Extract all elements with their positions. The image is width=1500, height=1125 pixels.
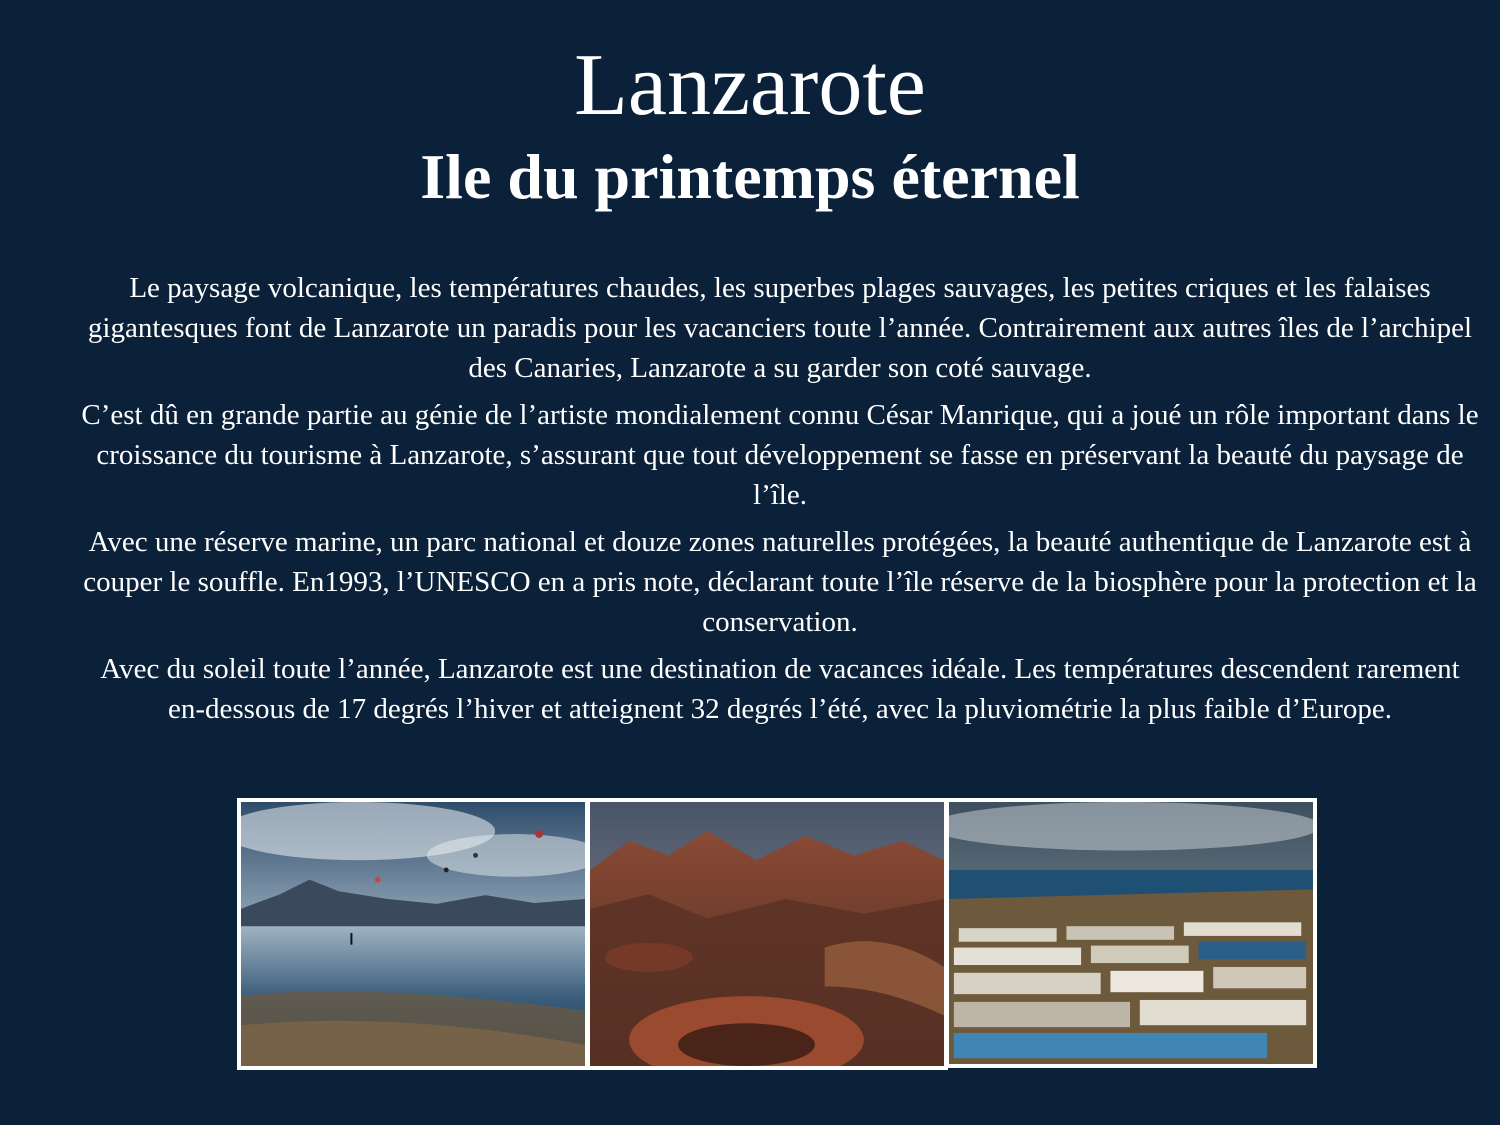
beach-photo: [237, 798, 589, 1070]
page-title: Lanzarote: [574, 37, 926, 134]
paragraph-manrique: C’est dû en grande partie au génie de l’artiste mondialement connu César Manrique, qui a joué un rôle important dans le croissance du tourisme à Lanzarote, s’assurant que tout développement se fasse en préservant la beauté du paysage de l’île.: [81, 399, 1479, 511]
paragraph-climate: Avec du soleil toute l’année, Lanzarote est une destination de vacances idéale. Les températures descendent rarement en-dessous de 17 degrés l’hiver et atteignent 32 degrés l’été, avec la pluviométrie la plus faible d’Europe.: [100, 653, 1460, 725]
body-text: [80, 268, 1480, 736]
page-subtitle: Ile du printemps éternel: [420, 141, 1080, 212]
paragraph-unesco: Avec une réserve marine, un parc national et douze zones naturelles protégées, la beauté authentique de Lanzarote est à couper le souffle. En1993, l’UNESCO en a pris note, déclarant toute l’île réserve de la biosphère pour la protection et la conservation.: [83, 526, 1477, 638]
volcano-photo: [586, 798, 948, 1070]
paragraph-landscape: Le paysage volcanique, les températures chaudes, les superbes plages sauvages, les petites criques et les falaises gigantesques font de Lanzarote un paradis pour les vacanciers toute l’année. Contrairement aux autres îles de l’archipel des Canaries, Lanzarote a su garder son coté sauvage.: [87, 272, 1473, 384]
salt-flats-photo: [945, 798, 1317, 1068]
